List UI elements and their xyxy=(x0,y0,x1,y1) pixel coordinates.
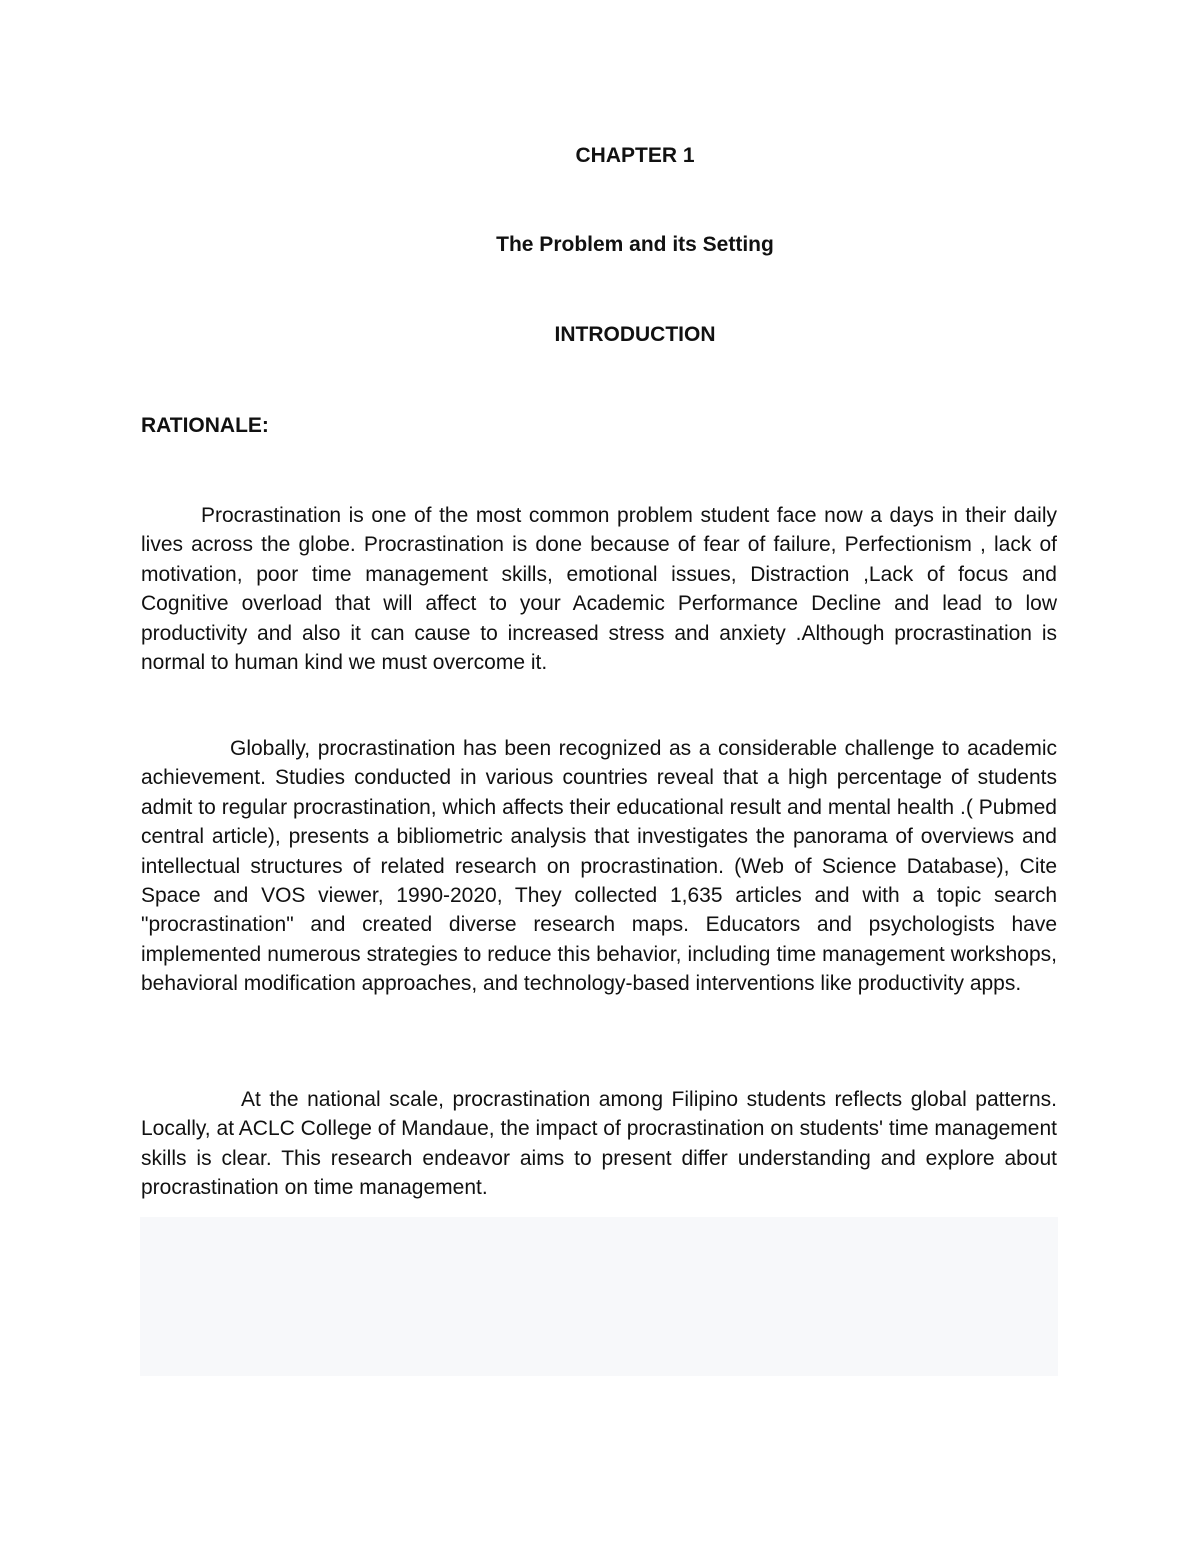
paragraph-procrastination-causes: Procrastination is one of the most common problem student face now a days in their daily lives across the globe. Procrastination is done because of fear of failure, Perfectionism , lack of motivation, poor time management skills, emotional issues, Distraction ,Lack of focus and Cognitive overload that will affect to your Academic Performance Decline and lead to low productivity and also it can cause to increased stress and anxiety .Although procrastination is normal to human kind we must overcome it. xyxy=(141,504,1057,675)
chapter-title: CHAPTER 1 xyxy=(575,144,695,167)
rationale-label: RATIONALE: xyxy=(141,414,269,437)
introduction-heading: INTRODUCTION xyxy=(554,323,716,346)
blank-content-area xyxy=(140,1217,1058,1376)
paragraph-local-context: At the national scale, procrastination among Filipino students reflects global patterns. Locally, at ACLC College of Mandaue, the impact of procrastination on students' time management skills is clear. This research endeavor aims to present differ understanding and explore about procrastination on time management. xyxy=(141,1088,1057,1200)
section-title: The Problem and its Setting xyxy=(496,233,774,256)
paragraph-global-context: Globally, procrastination has been recognized as a considerable challenge to academic achievement. Studies conducted in various countries reveal that a high percentage of students admit to regular procrastination, which affects their educational result and mental health .( Pubmed central article), presents a bibliometric analysis that investigates the panorama of overviews and intellectual structures of related research on procrastination. (Web of Science Database), Cite Space and VOS viewer, 1990-2020, They collected 1,635 articles and with a topic search "procrastination" and created diverse research maps. Educators and psychologists have implemented numerous strategies to reduce this behavior, including time management workshops, behavioral modification approaches, and technology-based interventions like productivity apps. xyxy=(141,737,1057,996)
